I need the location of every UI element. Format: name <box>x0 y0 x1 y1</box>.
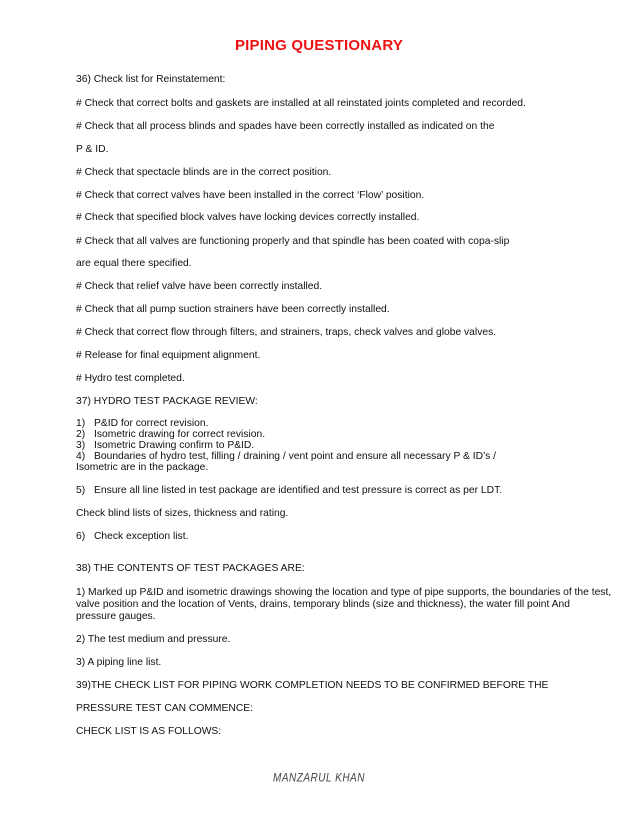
q38-paragraph: 3) A piping line list. <box>76 657 162 668</box>
item-number: 2) <box>76 429 86 440</box>
item-text: Check exception list. <box>94 531 189 542</box>
q38-paragraph-line: pressure gauges. <box>76 611 156 622</box>
q38-paragraph-line: valve position and the location of Vents, drains, temporary blinds (size and thickness), the water fill point And <box>76 599 570 610</box>
q38-heading: 38) THE CONTENTS OF TEST PACKAGES ARE: <box>76 563 305 574</box>
q36-item: # Check that correct flow through filters, and strainers, traps, check valves and globe valves. <box>76 327 497 338</box>
item-number: 3) <box>76 440 86 451</box>
q37-heading: 37) HYDRO TEST PACKAGE REVIEW: <box>76 396 258 407</box>
q37-item <box>76 485 502 497</box>
item-number: 1) <box>76 418 86 429</box>
q37-blind-check: Check blind lists of sizes, thickness and rating. <box>76 508 289 519</box>
item-text: Boundaries of hydro test, filling / draining / vent point and ensure all necessary P & ID’s / <box>94 451 496 462</box>
q36-item: # Check that correct bolts and gaskets are installed at all reinstated joints completed and recorded. <box>76 98 526 109</box>
q36-heading: 36) Check list for Reinstatement: <box>76 74 226 85</box>
q36-item: are equal there specified. <box>76 258 192 269</box>
page-title: PIPING QUESTIONARY <box>234 37 404 54</box>
q36-item: # Check that all valves are functioning properly and that spindle has been coated with copa-slip <box>76 236 510 247</box>
q36-item: # Hydro test completed. <box>76 373 185 384</box>
q38-paragraph-line: 1) Marked up P&ID and isometric drawings showing the location and type of pipe supports, the boundaries of the test, <box>76 587 612 598</box>
item-text: Isometric Drawing confirm to P&ID. <box>94 440 255 451</box>
item-number: 5) <box>76 485 86 496</box>
q36-item: # Check that all pump suction strainers have been correctly installed. <box>76 304 390 315</box>
q36-item: P & ID. <box>76 144 109 155</box>
item-text: Isometric drawing for correct revision. <box>94 429 266 440</box>
q36-item: # Check that spectacle blinds are in the correct position. <box>76 167 332 178</box>
q39-heading-cont: PRESSURE TEST CAN COMMENCE: <box>76 703 253 714</box>
q38-paragraph: 2) The test medium and pressure. <box>76 634 231 645</box>
q37-item <box>76 531 188 543</box>
q39-list-intro: CHECK LIST IS AS FOLLOWS: <box>76 726 222 737</box>
item-text: Ensure all line listed in test package are identified and test pressure is correct as per LDT. <box>94 485 503 496</box>
q37-item-continuation: Isometric are in the package. <box>76 462 209 473</box>
footer-author: MANZARUL KHAN <box>273 772 365 785</box>
q36-item: # Check that specified block valves have locking devices correctly installed. <box>76 212 420 223</box>
item-text: P&ID for correct revision. <box>94 418 209 429</box>
q36-item: # Release for final equipment alignment. <box>76 350 261 361</box>
item-number: 6) <box>76 531 86 542</box>
q39-heading: 39)THE CHECK LIST FOR PIPING WORK COMPLETION NEEDS TO BE CONFIRMED BEFORE THE <box>76 680 549 691</box>
q36-item: # Check that relief valve have been correctly installed. <box>76 281 323 292</box>
q36-item: # Check that correct valves have been installed in the correct ‘Flow’ position. <box>76 190 425 201</box>
item-number: 4) <box>76 451 86 462</box>
q36-item: # Check that all process blinds and spades have been correctly installed as indicated on the <box>76 121 495 132</box>
